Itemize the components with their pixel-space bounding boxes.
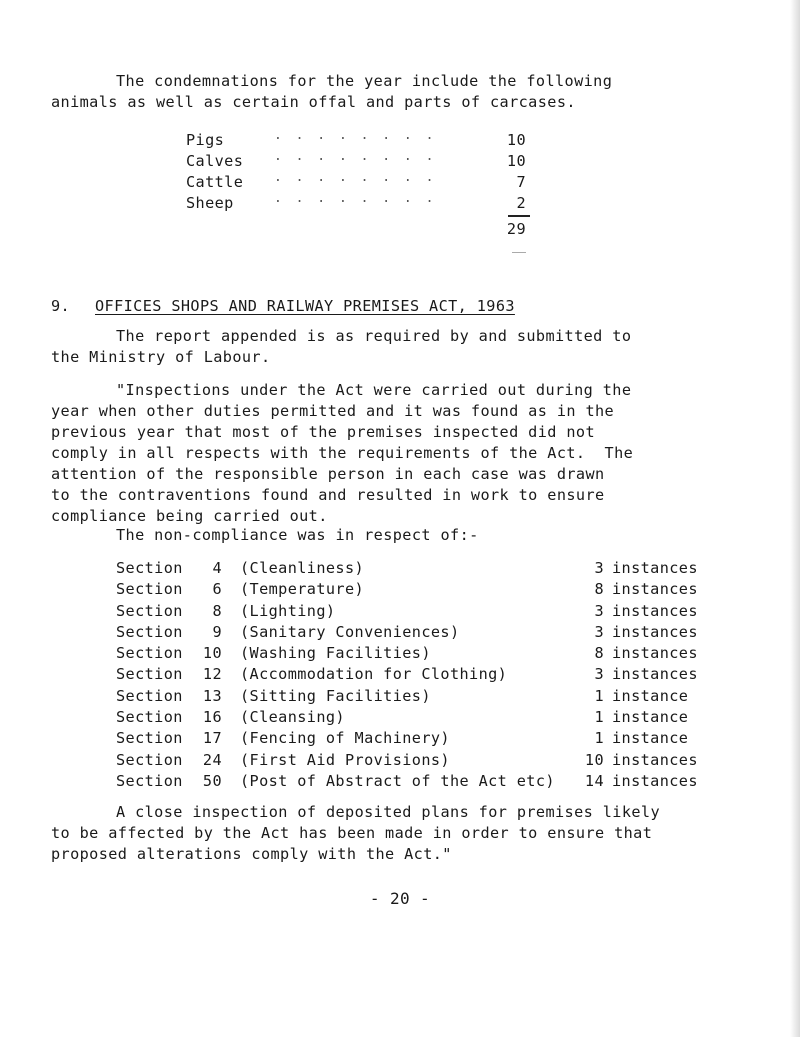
instance-count: 8 (594, 644, 604, 663)
leader-dots: . . . . . . . . (274, 149, 437, 164)
instance-count: 3 (594, 622, 604, 641)
page-edge-shadow (790, 0, 800, 1037)
closing-line-1: A close inspection of deposited plans for premises likely (116, 803, 660, 821)
animal-count: 10 (506, 152, 526, 170)
section-description: (Sitting Facilities) (240, 686, 431, 705)
instance-unit: instance (612, 729, 689, 748)
instance-count: 3 (594, 559, 604, 577)
section-label: Section (116, 750, 183, 769)
instance-unit: instance (612, 708, 689, 727)
instance-unit: instances (612, 750, 698, 769)
section-no: 50 (202, 771, 222, 790)
list-item (116, 729, 716, 750)
leader-dots: . . . . . . . . (274, 170, 437, 185)
section-description: (First Aid Provisions) (240, 750, 450, 769)
list-item (116, 665, 716, 686)
animal-row (186, 191, 546, 215)
section-label: Section (116, 580, 183, 599)
section-description: (Accommodation for Clothing) (240, 665, 508, 684)
section-label: Section (116, 708, 183, 727)
animal-name: Cattle (186, 173, 244, 191)
instance-unit: instances (612, 771, 698, 790)
section-label: Section (116, 622, 183, 641)
section-description: (Temperature) (240, 580, 365, 599)
page-number: - 20 - (369, 889, 431, 908)
list-item (116, 687, 716, 708)
instance-count: 3 (594, 665, 604, 684)
instance-count: 1 (594, 686, 604, 705)
list-item (116, 772, 716, 793)
section-description: (Post of Abstract of the Act etc) (240, 771, 555, 790)
inspections-line-7: compliance being carried out. (51, 507, 328, 525)
inspections-line-5: attention of the responsible person in each case was drawn (51, 465, 605, 483)
inspections-line-4: comply in all respects with the requirements of the Act. The (51, 444, 634, 462)
leader-dots: . . . . . . . . (274, 128, 437, 143)
animal-count: 10 (506, 131, 526, 149)
section-label: Section (116, 665, 183, 684)
instance-count: 10 (584, 750, 604, 769)
section-description: (Sanitary Conveniences) (240, 622, 460, 641)
instance-count: 3 (594, 601, 604, 620)
inspections-line-6: to the contraventions found and resulted in work to ensure (51, 486, 605, 504)
animal-name: Sheep (186, 194, 234, 212)
section-label: Section (116, 559, 183, 577)
report-line-1: The report appended is as required by and submitted to (116, 327, 632, 345)
section-no: 17 (202, 729, 222, 748)
section-no: 8 (212, 601, 222, 620)
section-description: (Fencing of Machinery) (240, 729, 450, 748)
section-no: 4 (212, 559, 222, 577)
animal-count: 2 (516, 194, 526, 212)
animal-name: Calves (186, 152, 244, 170)
section-label: Section (116, 686, 183, 705)
inspections-line-1: "Inspections under the Act were carried out during the (116, 381, 632, 399)
section-no: 12 (202, 665, 222, 684)
instance-unit: instances (612, 665, 698, 684)
section-no: 24 (202, 750, 222, 769)
intro-line-2: animals as well as certain offal and parts of carcases. (51, 93, 576, 111)
section-no: 6 (212, 580, 222, 599)
instance-unit: instance (612, 686, 689, 705)
total-underline-mark (512, 252, 526, 253)
inspections-line-3: previous year that most of the premises inspected did not (51, 423, 595, 441)
list-item (116, 708, 716, 729)
section-label: Section (116, 729, 183, 748)
section-no: 16 (202, 708, 222, 727)
section-no: 10 (202, 644, 222, 663)
animal-count: 7 (516, 173, 526, 191)
animal-total: 29 (506, 220, 526, 238)
section-description: (Cleansing) (240, 708, 345, 727)
animal-condemnation-list (186, 128, 546, 215)
list-item (116, 751, 716, 772)
instance-count: 1 (594, 708, 604, 727)
total-rule (508, 215, 530, 217)
section-label: Section (116, 644, 183, 663)
section-description: (Lighting) (240, 601, 336, 620)
list-item (116, 559, 716, 580)
closing-line-2: to be affected by the Act has been made in order to ensure that (51, 824, 653, 842)
section-label: Section (116, 771, 183, 790)
list-item (116, 644, 716, 665)
closing-line-3: proposed alterations comply with the Act." (51, 845, 452, 863)
list-item (116, 602, 716, 623)
instance-unit: instances (612, 601, 698, 620)
animal-name: Pigs (186, 131, 225, 149)
noncompliance-list (116, 559, 716, 793)
instance-unit: instances (612, 622, 698, 641)
intro-line-1: The condemnations for the year include the following (116, 72, 613, 90)
list-item (116, 580, 716, 601)
list-item (116, 623, 716, 644)
section-description: (Cleanliness) (240, 559, 365, 577)
section-description: (Washing Facilities) (240, 644, 431, 663)
instance-count: 8 (594, 580, 604, 599)
instance-unit: instances (612, 644, 698, 663)
instance-count: 14 (584, 771, 604, 790)
section-no: 9 (212, 622, 222, 641)
noncompliance-intro: The non-compliance was in respect of:- (116, 526, 479, 544)
inspections-line-2: year when other duties permitted and it was found as in the (51, 402, 615, 420)
instance-unit: instances (612, 580, 698, 599)
leader-dots: . . . . . . . . (274, 191, 437, 206)
instance-unit: instances (612, 559, 698, 577)
section-no: 13 (202, 686, 222, 705)
section-label: Section (116, 601, 183, 620)
section-number: 9. (51, 297, 71, 315)
report-line-2: the Ministry of Labour. (51, 348, 271, 366)
section-heading: OFFICES SHOPS AND RAILWAY PREMISES ACT, 1963 (95, 297, 515, 315)
instance-count: 1 (594, 729, 604, 748)
